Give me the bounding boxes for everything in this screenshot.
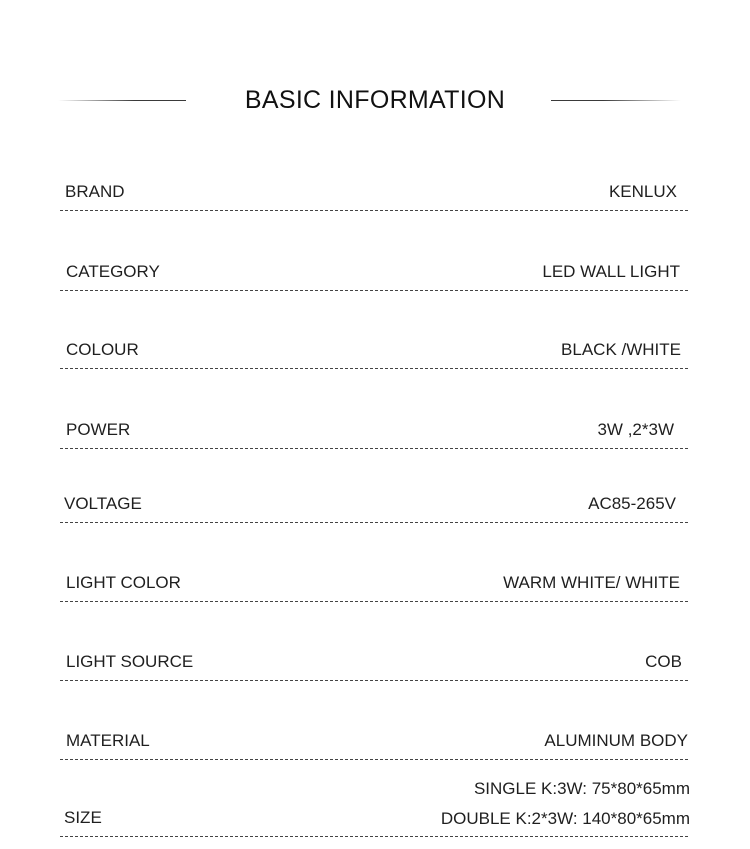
spec-label-light-source: LIGHT SOURCE: [66, 652, 194, 671]
spec-label-voltage: VOLTAGE: [64, 494, 142, 513]
spec-row-brand: [60, 170, 688, 211]
spec-value-size: [441, 774, 690, 834]
spec-value-voltage: AC85-265V: [588, 494, 676, 513]
spec-label-category: CATEGORY: [66, 262, 160, 281]
spec-label-colour: COLOUR: [66, 340, 139, 359]
spec-value-size-double: DOUBLE K:2*3W: 140*80*65mm: [440, 809, 690, 828]
spec-label-power: POWER: [66, 420, 131, 439]
spec-row-voltage: [60, 482, 688, 523]
spec-row-material: [60, 718, 688, 760]
spec-row-colour: [60, 328, 688, 369]
spec-value-light-color: WARM WHITE/ WHITE: [503, 573, 680, 592]
spec-row-size: [60, 776, 688, 837]
spec-value-power: 3W ,2*3W: [597, 420, 674, 439]
spec-row-light-source: [60, 640, 688, 681]
spec-value-colour: BLACK /WHITE: [561, 340, 681, 359]
spec-value-size-single: SINGLE K:3W: 75*80*65mm: [473, 779, 690, 798]
section-header: [0, 84, 750, 116]
header-divider-right: [551, 100, 681, 101]
spec-label-size: SIZE: [64, 808, 102, 827]
spec-value-material: ALUMINUM BODY: [544, 731, 688, 750]
page-title: BASIC INFORMATION: [244, 86, 506, 114]
spec-value-category: LED WALL LIGHT: [542, 262, 680, 281]
spec-row-light-color: [60, 561, 688, 602]
spec-value-brand: KENLUX: [608, 182, 677, 201]
spec-label-brand: BRAND: [65, 182, 125, 201]
spec-label-material: MATERIAL: [66, 731, 150, 750]
spec-label-light-color: LIGHT COLOR: [66, 573, 181, 592]
spec-value-light-source: COB: [645, 652, 682, 671]
spec-row-category: [60, 250, 688, 291]
spec-row-power: [60, 408, 688, 449]
